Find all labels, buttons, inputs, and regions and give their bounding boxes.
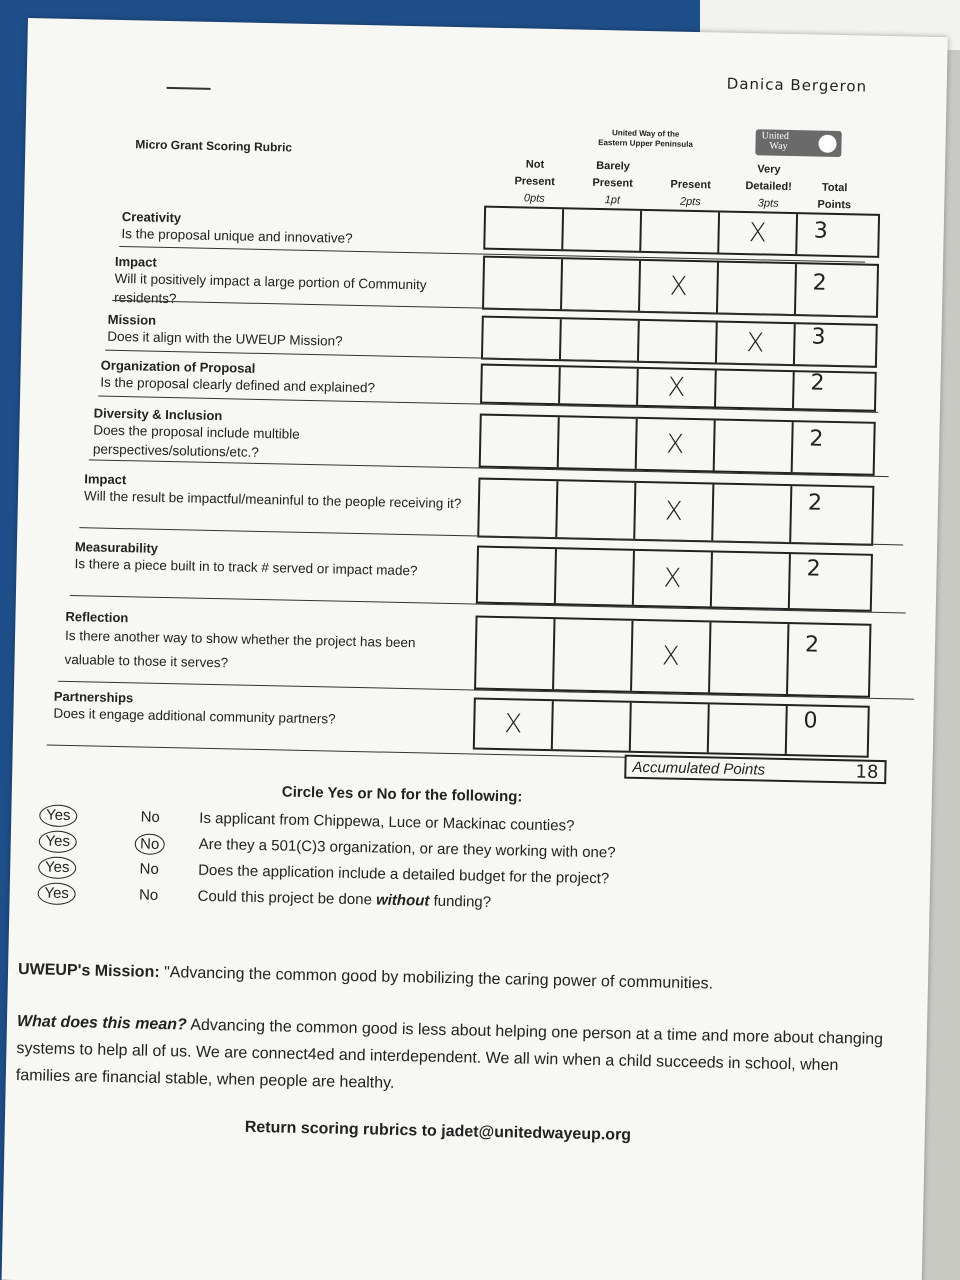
score-cell[interactable]: [478, 548, 557, 604]
total-organization: 2: [810, 370, 825, 396]
no-option[interactable]: No: [139, 860, 159, 878]
score-cell[interactable]: [639, 321, 718, 363]
score-mark: X: [748, 218, 767, 249]
accumulated-points-total: 18: [855, 761, 879, 783]
criterion-measurability: Measurability Is there a piece built in to track # served or impact made?: [74, 539, 418, 579]
score-cell[interactable]: [479, 480, 558, 538]
score-cell[interactable]: [787, 706, 868, 756]
criterion-partnerships: Partnerships Does it engage additional community partners?: [53, 688, 336, 727]
yes-no-question: Does the application include a detailed budget for the project?: [198, 861, 610, 888]
score-cell[interactable]: [793, 422, 874, 474]
score-cell[interactable]: [557, 481, 636, 539]
score-mark: X: [669, 271, 688, 302]
score-cell[interactable]: [560, 367, 639, 405]
column-header-present: Present 2pts: [670, 178, 711, 209]
yes-no-question: Is applicant from Chippewa, Luce or Mackinac counties?: [199, 809, 575, 835]
score-cell[interactable]: [717, 323, 796, 365]
united-way-logo: [755, 129, 842, 157]
score-cell[interactable]: [715, 420, 794, 472]
mission-explanation: [16, 1008, 888, 1107]
org-name: [565, 127, 725, 150]
score-cell[interactable]: [563, 209, 642, 251]
score-cell[interactable]: [713, 484, 792, 542]
score-mark: X: [661, 641, 680, 672]
score-cell[interactable]: [637, 419, 716, 471]
score-cell[interactable]: [791, 486, 872, 544]
score-mark: X: [667, 372, 686, 403]
criterion-diversity: Diversity & Inclusion Does the proposal include multible perspectives/solutions/etc.?: [92, 405, 300, 460]
score-cell[interactable]: [719, 213, 798, 255]
score-cell[interactable]: [631, 703, 710, 753]
no-option[interactable]: No: [138, 886, 159, 904]
meaning-label: What does this mean?: [16, 1012, 187, 1034]
score-cell[interactable]: [483, 318, 562, 360]
org-name-line2: Eastern Upper Peninsula: [598, 137, 693, 149]
score-cell[interactable]: [710, 622, 789, 694]
column-header-not-present: Not Present 0pts: [514, 158, 555, 205]
no-option-circled[interactable]: No: [135, 833, 165, 855]
mission-statement: [18, 958, 878, 999]
criterion-impact-result: Impact Will the result be impactful/meaninful to the people receiving it?: [83, 471, 462, 512]
yes-option-circled[interactable]: Yes: [38, 856, 76, 879]
scorer-signature: Danica Bergeron: [726, 74, 868, 96]
score-mark: X: [663, 563, 682, 594]
score-cell[interactable]: [475, 700, 554, 750]
score-cell[interactable]: [562, 259, 641, 311]
column-header-total-points: Total Points: [817, 181, 852, 212]
score-cell[interactable]: [481, 416, 560, 468]
score-cell[interactable]: [559, 417, 638, 469]
yes-option-circled[interactable]: Yes: [39, 804, 77, 827]
score-cell[interactable]: [641, 211, 720, 253]
score-mark: X: [746, 328, 765, 359]
meaning-text: Advancing the common good is less about helping one person at a time and more about changing systems to help all of us. We are connect4ed and interdependent. We all win when a child succeeds in school, when families are financial stable, when people are healthy.: [15, 1016, 884, 1092]
score-cell[interactable]: [712, 552, 791, 608]
total-reflection: 2: [804, 632, 820, 658]
score-cell[interactable]: [556, 549, 635, 605]
yes-no-question: Could this project be done without funding?: [197, 887, 492, 911]
total-creativity: 3: [813, 218, 828, 244]
rubric-title: Micro Grant Scoring Rubric: [135, 137, 293, 155]
total-impact: 2: [812, 270, 827, 296]
total-measurability: 2: [806, 556, 821, 582]
score-mark: X: [665, 429, 685, 460]
criterion-organization: Organization of Proposal Is the proposal clearly defined and explained?: [100, 357, 376, 396]
logo-text-line2: Way: [769, 140, 788, 152]
score-cell[interactable]: [716, 371, 795, 409]
total-impact-result: 2: [807, 490, 823, 516]
logo-text-line1: United: [761, 130, 790, 142]
total-diversity: 2: [809, 426, 824, 452]
score-cell[interactable]: [554, 619, 633, 691]
mission-label: UWEUP's Mission:: [17, 961, 160, 981]
score-cell[interactable]: [482, 366, 561, 404]
score-cell[interactable]: [794, 372, 875, 410]
score-cell[interactable]: [718, 263, 797, 315]
org-name-line1: United Way of the: [611, 128, 680, 139]
yes-no-title: Circle Yes or No for the following:: [281, 783, 523, 806]
criterion-creativity: Creativity Is the proposal unique and innovative?: [121, 209, 353, 246]
rubric-page: [2, 18, 948, 1280]
score-cell[interactable]: [640, 261, 719, 313]
yes-option-circled[interactable]: Yes: [37, 882, 75, 905]
score-cell[interactable]: [561, 319, 640, 361]
score-cell[interactable]: [797, 214, 878, 256]
score-cell[interactable]: [790, 554, 871, 610]
return-instructions: Return scoring rubrics to jadet@unitedwayeup.org: [244, 1118, 632, 1144]
score-mark: X: [504, 709, 523, 740]
total-partnerships: 0: [803, 708, 818, 734]
score-cell[interactable]: [635, 483, 714, 541]
score-cell[interactable]: [553, 701, 632, 751]
criterion-mission: Mission Does it align with the UWEUP Mission?: [107, 311, 343, 349]
score-cell[interactable]: [709, 704, 788, 754]
accumulated-points-box: [624, 755, 886, 784]
score-cell[interactable]: [632, 621, 711, 693]
column-header-barely-present: Barely Present 1pt: [592, 159, 633, 207]
score-cell[interactable]: [796, 264, 877, 316]
criterion-impact: Impact Will it positively impact a large portion of Community residents?: [114, 253, 427, 307]
score-cell[interactable]: [638, 369, 717, 407]
score-cell[interactable]: [476, 618, 555, 690]
no-option[interactable]: No: [140, 808, 161, 826]
yes-no-question: Are they a 501(C)3 organization, or are they working with one?: [198, 835, 616, 862]
header-dash: [167, 87, 211, 90]
score-mark: X: [664, 496, 684, 527]
mission-text: "Advancing the common good by mobilizing the caring power of communities.: [159, 963, 714, 993]
column-header-very-detailed: Very Detailed! 3pts: [745, 163, 792, 210]
score-cell[interactable]: [484, 258, 563, 310]
score-cell[interactable]: [788, 624, 869, 696]
criterion-reflection: Reflection Is there another way to show whether the project has been valuable to those it serves?: [64, 608, 416, 671]
accumulated-points-label: Accumulated Points: [632, 758, 766, 779]
total-mission: 3: [811, 324, 826, 350]
yes-option-circled[interactable]: Yes: [39, 830, 77, 853]
score-cell[interactable]: [634, 551, 713, 607]
score-cell[interactable]: [795, 324, 876, 366]
